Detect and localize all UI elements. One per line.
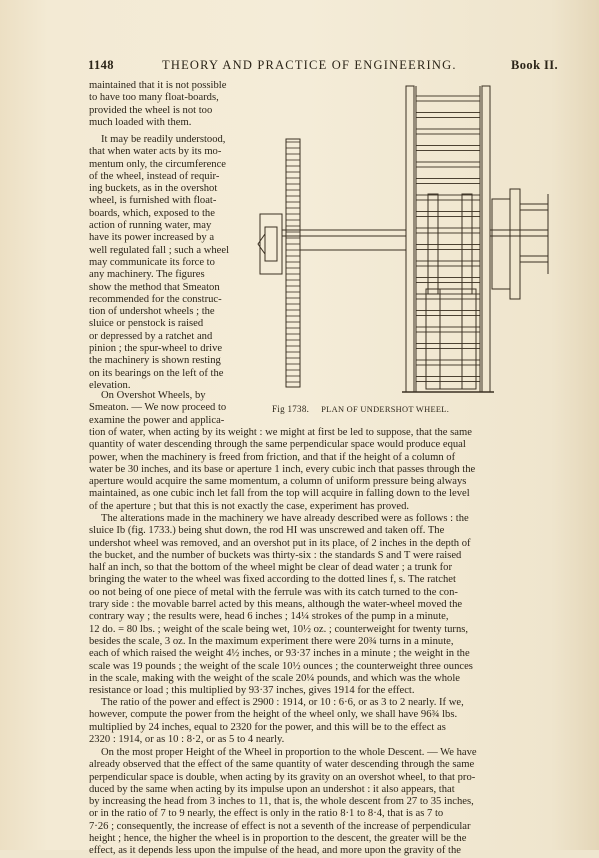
float-board bbox=[416, 162, 480, 167]
float-board bbox=[416, 179, 480, 184]
wheel-rim-left bbox=[406, 86, 414, 392]
float-board bbox=[416, 278, 480, 283]
figure-caption bbox=[272, 404, 449, 414]
book-label: Book II. bbox=[511, 58, 558, 72]
float-board bbox=[416, 129, 480, 134]
wheel-rim-right bbox=[482, 86, 490, 392]
left-paragraph-3: On Overshot Wheels, by Smeaton. — We now proceed to examine the power and applica- bbox=[89, 390, 227, 426]
float-board bbox=[416, 146, 480, 151]
figure-title: PLAN OF UNDERSHOT WHEEL. bbox=[321, 405, 450, 414]
running-header bbox=[88, 58, 558, 76]
float-board bbox=[416, 113, 480, 118]
body-paragraph-height: On the most proper Height of the Wheel in proportion to the whole Descent. — We have already observed that the effect of the same quantity of water descending through the same perpendicular space is double, when acting by its gravity on an overshot wheel, to that pro- duced by the same when acting by its impulse upon an undershot : it also appears, that by increasing the head from 3 inches to 11, that is, the whole descent from 27 to 35 inches, or in the ratio of 7 to 9 nearly, the effect is only in the ratio 8·1 to 8·4, that is as 7 to 7·26 ; consequently, the increase of effect is not a seventh of the increase of perpendicular height ; hence, the higher the wheel is in proportion to the descent, the greater will be the effect, as it depends less upon the impulse of the head, and more upon the gravity of the bbox=[89, 747, 477, 857]
left-paragraph-1: maintained that it is not possible to have too many float-boards, provided the wheel is not too much loaded with them. bbox=[89, 80, 227, 128]
body-paragraph-weight: tion of water, when acting by its weight : we might at first be led to suppose, that the same quantity of water descending through the same perpendicular space would produce equal power, when the machinery is freed from friction, and that if the height of a column of water be 30 inches, and its base or aperture 1 inch, every cubic inch that passes through the aperture would acquire the same momentum, a column of uniform pressure being always maintained, as one cubic inch let fall from the top will acquire in falling down to the level of the aperture ; but that this is not exactly the case, experiment has proved. bbox=[89, 427, 476, 512]
page-number: 1148 bbox=[88, 58, 114, 72]
float-board bbox=[416, 261, 480, 266]
body-paragraph-ratio: The ratio of the power and effect is 2900 : 1914, or 10 : 6·6, or as 3 to 2 nearly. If we, however, compute the power from the height of the wheel only, we shall have 96¾ lbs. multiplied by 24 inches, equal to 2320 for the power, and this will be to the effect as 2320 : 1914, or as 10 : 8·2, or as 5 to 4 nearly. bbox=[89, 697, 464, 745]
float-board bbox=[416, 212, 480, 217]
undershot-wheel-plan-figure bbox=[256, 84, 558, 400]
figure-number: Fig 1738. bbox=[272, 404, 310, 414]
float-board bbox=[416, 245, 480, 250]
left-paragraph-2: It may be readily understood, that when water acts by its mo- mentum only, the circumference of the wheel, instead of requir- ing buckets, as in the overshot wheel, is furnished with float- boards, which, exposed to the action of running water, may have its power increased by a well regulated fall ; such a wheel may communicate its force to any machinery. The figures show the method that Smeaton recommended for the construc- tion of undershot wheels ; the sluice or penstock is raised or depressed by a ratchet and pinion ; the spur-wheel to drive the machinery is shown resting on its bearings on the left of the elevation. bbox=[89, 134, 230, 391]
running-title: THEORY AND PRACTICE OF ENGINEERING. bbox=[162, 58, 457, 72]
spur-wheel bbox=[286, 139, 300, 387]
body-paragraph-alterations: The alterations made in the machinery we have already described were as follows : the sluice Ib (fig. 1733.) being shut down, the rod HI was unscrewed and taken off. The undershot wheel was removed, and an overshot put in its place, of 2 inches in the depth of the bucket, and the number of buckets was thirty-six : the standards S and T were raised half an inch, so that the bottom of the wheel might be clear of dead water ; a trunk for bringing the water to the wheel was fixed according to the dotted lines f, s. The ratchet oo not being of one piece of metal with the ferrule was with its catch turned to the con- trary side : the movable barrel acted by this means, although the water-wheel moved the contrary way ; the results were, head 6 inches ; 14¼ strokes of the pump in a minute, 12 do. = 80 lbs. ; weight of the scale being wet, 10½ oz. ; counterweight for twenty turns, besides the scale, 3 oz. In the maximum experiment there were 20¾ turns in a minute, each of which raised the weight 4½ inches, or 93·37 inches in a minute ; the weight in the scale was 19 pounds ; the weight of the scale 10½ ounces ; the counterweight three ounces in the scale, making with the weight of the scale 20¼ pounds, and which was the whole resistance or load ; this multiplied by 93·37 inches, gives 1914 for the effect. bbox=[89, 513, 473, 697]
float-board bbox=[416, 228, 480, 233]
float-board bbox=[416, 195, 480, 200]
float-board bbox=[416, 96, 480, 101]
